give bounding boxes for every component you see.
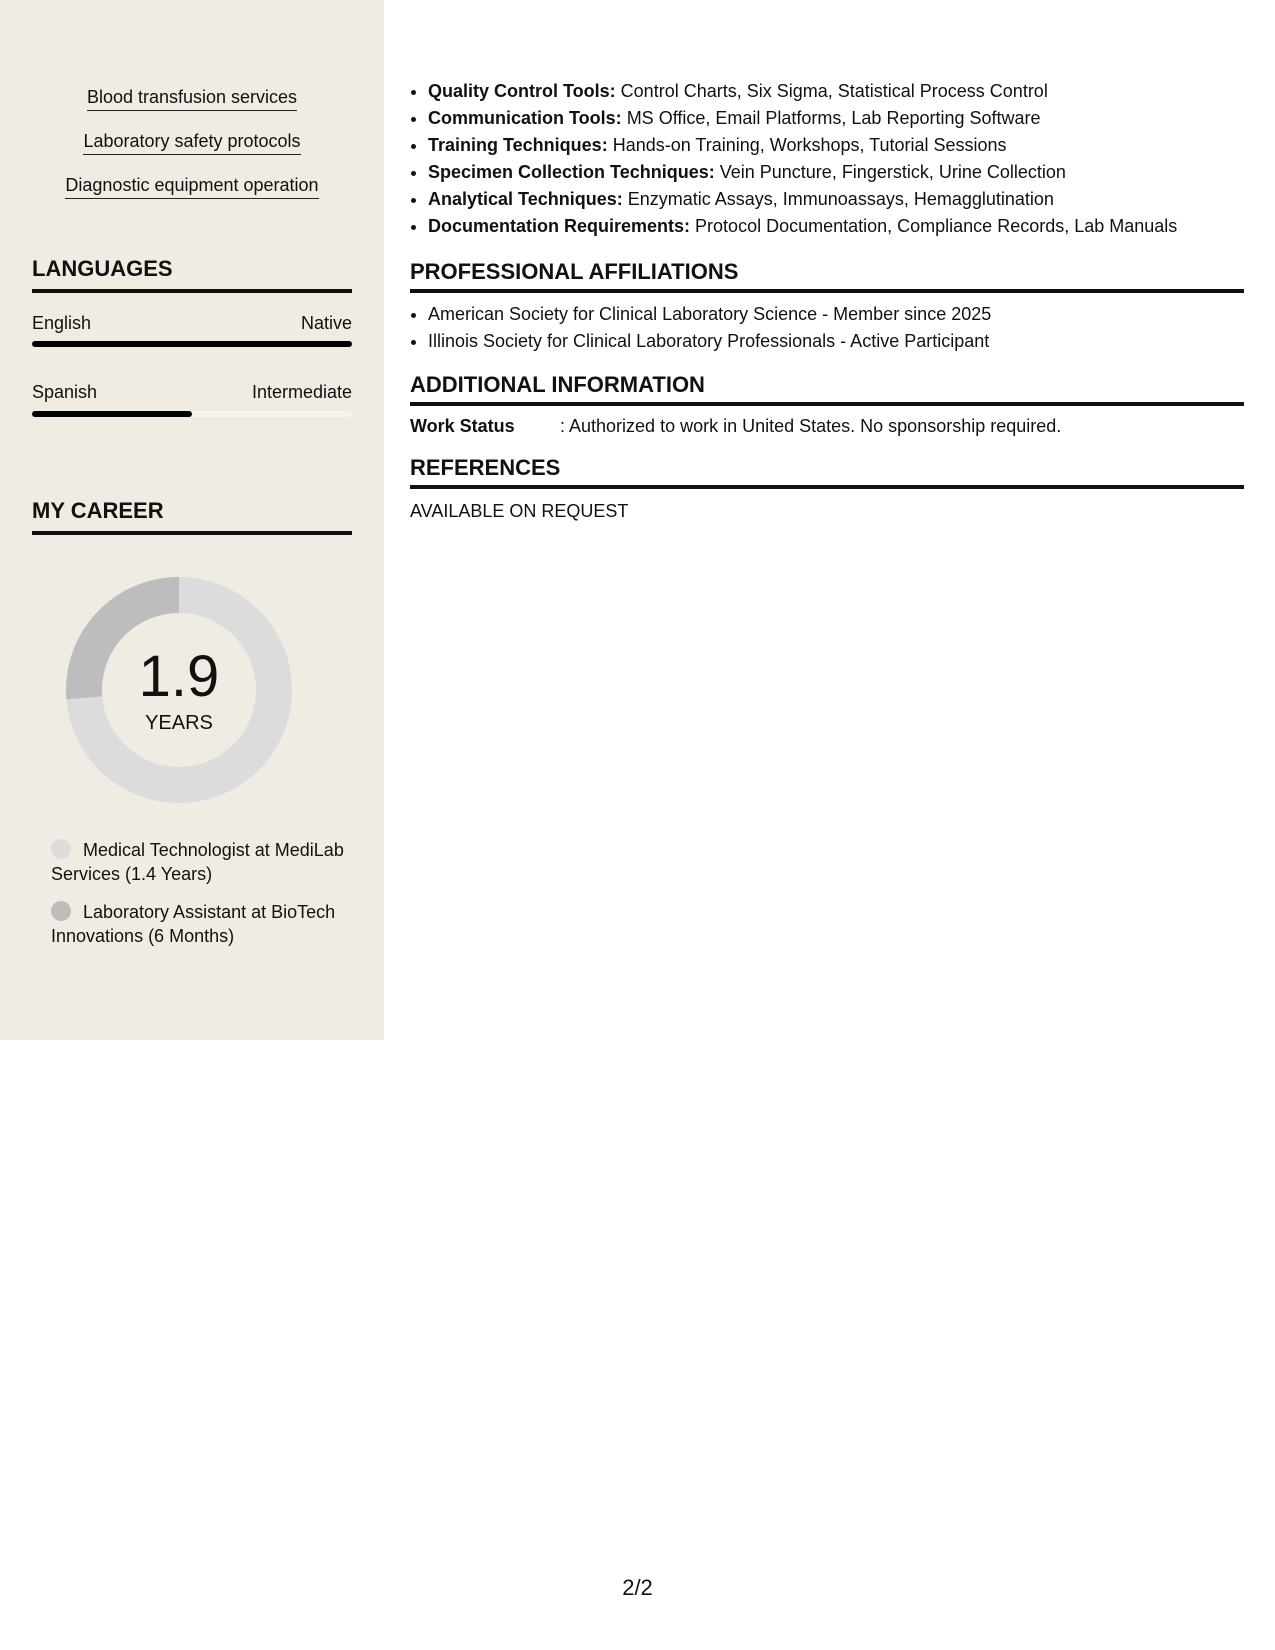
tool-value: MS Office, Email Platforms, Lab Reporting Software [626,108,1041,128]
work-status-value: : Authorized to work in United States. No sponsorship required. [560,416,1062,436]
career-legend-text: Medical Technologist at MediLab Services (1.4 Years) [51,840,344,884]
career-donut-chart [66,577,292,803]
career-legend-item [51,838,351,886]
legend-swatch [51,901,71,921]
list-item [428,213,1244,240]
skills-list [32,86,352,218]
career-donut-center [66,577,292,803]
language-level: Native [300,313,352,333]
language-row [32,381,352,403]
list-item [428,78,1244,105]
language-proficiency-fill [32,341,352,347]
skill-tag: Laboratory safety protocols [83,130,300,155]
language-proficiency-bar [32,411,352,417]
languages-heading: LANGUAGES [32,255,352,293]
affiliations-heading: PROFESSIONAL AFFILIATIONS [410,258,1244,293]
career-legend [51,838,351,962]
list-item [428,186,1244,213]
language-level: Intermediate [251,382,352,402]
career-total-unit: YEARS [145,712,213,734]
career-heading: MY CAREER [32,497,352,535]
language-name: Spanish [32,382,98,402]
career-legend-text: Laboratory Assistant at BioTech Innovations (6 Months) [51,902,336,946]
additional-info-heading: ADDITIONAL INFORMATION [410,371,1244,406]
tool-value: Vein Puncture, Fingerstick, Urine Collection [719,162,1066,182]
list-item [428,105,1244,132]
affiliations-list [410,301,1244,355]
career-legend-item [51,900,351,948]
tool-label: Quality Control Tools: [428,81,616,101]
page-number: 2/2 [622,1575,653,1600]
references-text: AVAILABLE ON REQUEST [410,501,629,521]
tool-label: Documentation Requirements: [428,216,691,236]
language-name: English [32,313,92,333]
career-total-value: 1.9 [138,644,220,709]
list-item [428,159,1244,186]
skill-tag: Blood transfusion services [87,86,297,111]
legend-swatch [51,839,71,859]
work-status-row [410,414,1244,438]
tool-value: Hands-on Training, Workshops, Tutorial Sessions [612,135,1007,155]
tool-label: Training Techniques: [428,135,608,155]
list-item [428,132,1244,159]
main-content [410,78,1244,523]
language-proficiency-bar [32,341,352,347]
tool-value: Control Charts, Six Sigma, Statistical Process Control [620,81,1048,101]
list-item: • Illinois Society for Clinical Laboratory Professionals - Active Participant [428,328,1244,355]
tool-value: Protocol Documentation, Compliance Records, Lab Manuals [695,216,1178,236]
tool-label: Analytical Techniques: [428,189,623,209]
skill-tag: Diagnostic equipment operation [65,174,318,199]
references-heading: REFERENCES [410,454,1244,489]
tool-label: Communication Tools: [428,108,622,128]
tool-label: Specimen Collection Techniques: [428,162,715,182]
tools-list [410,78,1244,240]
work-status-label: Work Status [410,416,515,436]
language-proficiency-fill [32,411,192,417]
sidebar [0,0,384,1040]
list-item: • American Society for Clinical Laboratory Science - Member since 2025 [428,301,1244,328]
tool-value: Enzymatic Assays, Immunoassays, Hemagglutination [627,189,1054,209]
language-row [32,312,352,334]
